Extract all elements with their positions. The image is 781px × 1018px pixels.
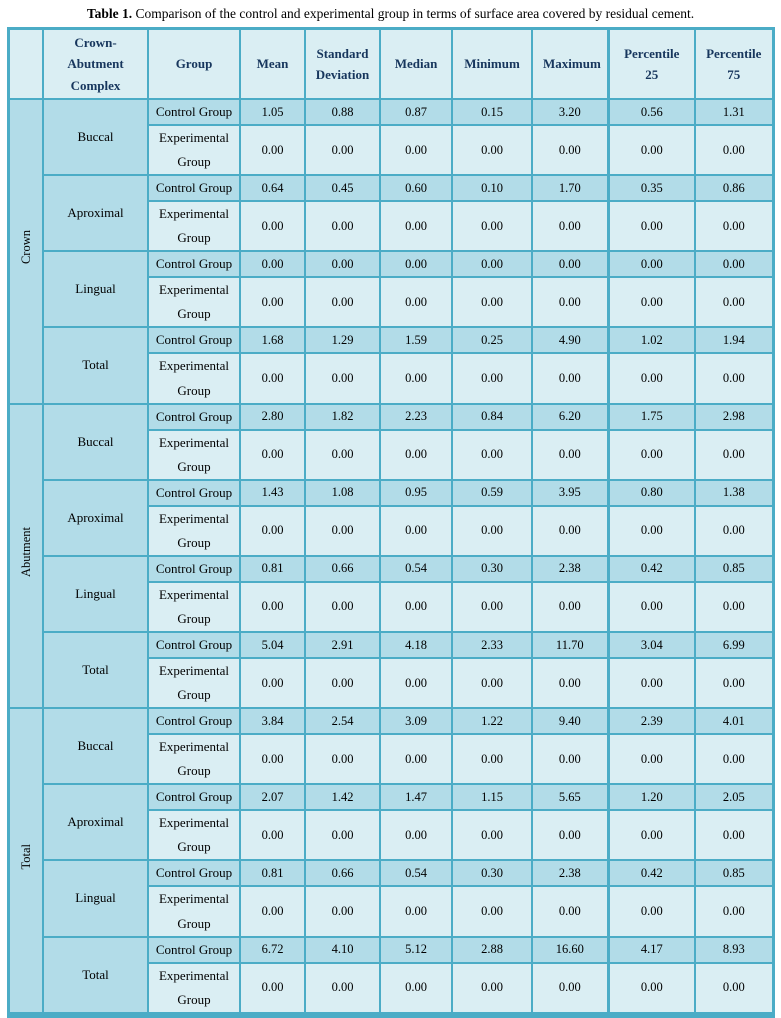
value-cell: 2.07 xyxy=(240,784,305,810)
value-cell: 0.00 xyxy=(452,582,532,632)
value-cell: 2.88 xyxy=(452,937,532,963)
value-cell: 0.86 xyxy=(695,175,773,201)
group-label: Control Group xyxy=(148,251,240,277)
value-cell: 0.00 xyxy=(305,734,380,784)
group-label: Control Group xyxy=(148,480,240,506)
section-vertical-label: Total xyxy=(18,843,33,870)
value-cell: 0.00 xyxy=(240,963,305,1015)
value-cell: 0.00 xyxy=(608,734,695,784)
value-cell: 0.00 xyxy=(608,658,695,708)
value-cell: 0.88 xyxy=(305,99,380,125)
value-cell: 0.00 xyxy=(452,251,532,277)
header-median: Median xyxy=(380,29,452,100)
value-cell: 0.00 xyxy=(240,734,305,784)
value-cell: 16.60 xyxy=(532,937,608,963)
value-cell: 0.00 xyxy=(240,201,305,251)
value-cell: 0.00 xyxy=(695,734,773,784)
region-label: Buccal xyxy=(43,708,148,784)
table-row xyxy=(8,708,773,734)
value-cell: 0.59 xyxy=(452,480,532,506)
value-cell: 2.38 xyxy=(532,860,608,886)
region-label: Lingual xyxy=(43,860,148,936)
value-cell: 1.22 xyxy=(452,708,532,734)
value-cell: 0.00 xyxy=(240,251,305,277)
value-cell: 0.00 xyxy=(240,886,305,936)
region-label: Buccal xyxy=(43,99,148,175)
value-cell: 0.81 xyxy=(240,556,305,582)
value-cell: 0.00 xyxy=(695,582,773,632)
group-label: Experimental Group xyxy=(148,353,240,403)
value-cell: 0.00 xyxy=(240,810,305,860)
value-cell: 0.60 xyxy=(380,175,452,201)
stats-table xyxy=(7,27,775,1018)
value-cell: 0.00 xyxy=(380,506,452,556)
value-cell: 0.00 xyxy=(380,963,452,1015)
value-cell: 0.00 xyxy=(608,506,695,556)
value-cell: 0.00 xyxy=(380,734,452,784)
table-row xyxy=(8,784,773,810)
value-cell: 0.54 xyxy=(380,860,452,886)
value-cell: 0.15 xyxy=(452,99,532,125)
value-cell: 0.00 xyxy=(532,658,608,708)
value-cell: 0.00 xyxy=(695,430,773,480)
value-cell: 0.00 xyxy=(608,251,695,277)
value-cell: 0.00 xyxy=(305,201,380,251)
value-cell: 0.00 xyxy=(695,810,773,860)
region-label: Total xyxy=(43,937,148,1015)
region-label: Lingual xyxy=(43,251,148,327)
group-label: Experimental Group xyxy=(148,506,240,556)
value-cell: 0.00 xyxy=(452,353,532,403)
value-cell: 0.00 xyxy=(695,353,773,403)
value-cell: 0.00 xyxy=(608,353,695,403)
value-cell: 0.00 xyxy=(380,125,452,175)
value-cell: 0.00 xyxy=(695,125,773,175)
value-cell: 0.85 xyxy=(695,556,773,582)
value-cell: 0.00 xyxy=(380,430,452,480)
value-cell: 0.00 xyxy=(380,658,452,708)
value-cell: 1.31 xyxy=(695,99,773,125)
value-cell: 0.00 xyxy=(380,810,452,860)
header-percentile-75: Percentile 75 xyxy=(695,29,773,100)
value-cell: 0.00 xyxy=(305,886,380,936)
value-cell: 0.00 xyxy=(608,886,695,936)
section-vertical-label: Crown xyxy=(18,230,33,265)
value-cell: 5.12 xyxy=(380,937,452,963)
value-cell: 0.00 xyxy=(532,430,608,480)
value-cell: 0.00 xyxy=(240,125,305,175)
value-cell: 2.23 xyxy=(380,404,452,430)
value-cell: 3.04 xyxy=(608,632,695,658)
value-cell: 2.54 xyxy=(305,708,380,734)
value-cell: 0.00 xyxy=(608,582,695,632)
value-cell: 8.93 xyxy=(695,937,773,963)
value-cell: 5.65 xyxy=(532,784,608,810)
value-cell: 1.75 xyxy=(608,404,695,430)
value-cell: 0.00 xyxy=(452,506,532,556)
value-cell: 0.56 xyxy=(608,99,695,125)
header-group: Group xyxy=(148,29,240,100)
value-cell: 6.99 xyxy=(695,632,773,658)
table-body xyxy=(8,99,773,1015)
value-cell: 5.04 xyxy=(240,632,305,658)
value-cell: 0.00 xyxy=(380,201,452,251)
value-cell: 9.40 xyxy=(532,708,608,734)
value-cell: 0.42 xyxy=(608,860,695,886)
value-cell: 0.66 xyxy=(305,556,380,582)
value-cell: 0.80 xyxy=(608,480,695,506)
value-cell: 1.70 xyxy=(532,175,608,201)
group-label: Experimental Group xyxy=(148,125,240,175)
value-cell: 1.38 xyxy=(695,480,773,506)
value-cell: 0.00 xyxy=(305,658,380,708)
header-mean: Mean xyxy=(240,29,305,100)
value-cell: 0.00 xyxy=(452,886,532,936)
group-label: Experimental Group xyxy=(148,810,240,860)
value-cell: 0.42 xyxy=(608,556,695,582)
section-cell-abutment xyxy=(8,404,43,709)
value-cell: 0.00 xyxy=(380,582,452,632)
group-label: Experimental Group xyxy=(148,201,240,251)
region-label: Aproximal xyxy=(43,175,148,251)
table-row xyxy=(8,937,773,963)
value-cell: 4.17 xyxy=(608,937,695,963)
section-vertical-label: Abutment xyxy=(18,526,33,577)
value-cell: 0.00 xyxy=(608,430,695,480)
value-cell: 0.00 xyxy=(532,125,608,175)
value-cell: 0.64 xyxy=(240,175,305,201)
header-minimum: Minimum xyxy=(452,29,532,100)
value-cell: 0.25 xyxy=(452,327,532,353)
value-cell: 3.95 xyxy=(532,480,608,506)
value-cell: 0.81 xyxy=(240,860,305,886)
value-cell: 1.42 xyxy=(305,784,380,810)
value-cell: 0.00 xyxy=(532,582,608,632)
value-cell: 11.70 xyxy=(532,632,608,658)
value-cell: 4.90 xyxy=(532,327,608,353)
table-header xyxy=(8,29,773,100)
group-label: Control Group xyxy=(148,632,240,658)
table-row xyxy=(8,99,773,125)
header-corner-cell xyxy=(8,29,43,100)
table-row xyxy=(8,251,773,277)
value-cell: 0.00 xyxy=(532,963,608,1015)
value-cell: 0.00 xyxy=(532,201,608,251)
value-cell: 0.66 xyxy=(305,860,380,886)
region-label: Buccal xyxy=(43,404,148,480)
value-cell: 0.87 xyxy=(380,99,452,125)
value-cell: 1.02 xyxy=(608,327,695,353)
value-cell: 0.00 xyxy=(452,963,532,1015)
value-cell: 0.00 xyxy=(452,125,532,175)
value-cell: 0.00 xyxy=(240,658,305,708)
region-label: Total xyxy=(43,632,148,708)
group-label: Experimental Group xyxy=(148,582,240,632)
group-label: Experimental Group xyxy=(148,277,240,327)
value-cell: 0.00 xyxy=(305,963,380,1015)
value-cell: 0.00 xyxy=(240,353,305,403)
value-cell: 0.00 xyxy=(695,658,773,708)
value-cell: 0.00 xyxy=(695,506,773,556)
value-cell: 0.00 xyxy=(452,734,532,784)
value-cell: 4.01 xyxy=(695,708,773,734)
value-cell: 0.85 xyxy=(695,860,773,886)
value-cell: 1.05 xyxy=(240,99,305,125)
table-caption-label: Table 1. xyxy=(86,6,133,21)
value-cell: 0.00 xyxy=(305,353,380,403)
value-cell: 0.00 xyxy=(305,125,380,175)
table-row xyxy=(8,860,773,886)
value-cell: 0.00 xyxy=(305,277,380,327)
value-cell: 0.00 xyxy=(452,430,532,480)
value-cell: 3.09 xyxy=(380,708,452,734)
value-cell: 0.00 xyxy=(532,886,608,936)
region-label: Total xyxy=(43,327,148,403)
header-crown-abutment-complex: Crown-Abutment Complex xyxy=(43,29,148,100)
value-cell: 0.35 xyxy=(608,175,695,201)
value-cell: 3.84 xyxy=(240,708,305,734)
value-cell: 0.00 xyxy=(380,886,452,936)
value-cell: 0.00 xyxy=(532,810,608,860)
value-cell: 1.82 xyxy=(305,404,380,430)
group-label: Control Group xyxy=(148,556,240,582)
table-row xyxy=(8,327,773,353)
value-cell: 0.84 xyxy=(452,404,532,430)
value-cell: 1.43 xyxy=(240,480,305,506)
table-caption-text: Comparison of the control and experimental group in terms of surface area covered by residual cement. xyxy=(132,6,695,21)
region-label: Lingual xyxy=(43,556,148,632)
value-cell: 1.68 xyxy=(240,327,305,353)
value-cell: 1.20 xyxy=(608,784,695,810)
value-cell: 0.00 xyxy=(380,251,452,277)
value-cell: 0.00 xyxy=(695,963,773,1015)
value-cell: 1.94 xyxy=(695,327,773,353)
value-cell: 0.00 xyxy=(608,277,695,327)
group-label: Control Group xyxy=(148,99,240,125)
value-cell: 1.08 xyxy=(305,480,380,506)
value-cell: 0.00 xyxy=(240,430,305,480)
value-cell: 2.91 xyxy=(305,632,380,658)
value-cell: 1.29 xyxy=(305,327,380,353)
value-cell: 2.39 xyxy=(608,708,695,734)
value-cell: 1.59 xyxy=(380,327,452,353)
header-row xyxy=(8,29,773,100)
value-cell: 1.47 xyxy=(380,784,452,810)
value-cell: 0.00 xyxy=(695,201,773,251)
value-cell: 0.00 xyxy=(532,353,608,403)
group-label: Control Group xyxy=(148,175,240,201)
header-standard-deviation: Standard Deviation xyxy=(305,29,380,100)
value-cell: 0.10 xyxy=(452,175,532,201)
region-label: Aproximal xyxy=(43,784,148,860)
table-row xyxy=(8,175,773,201)
section-cell-crown xyxy=(8,99,43,404)
value-cell: 0.00 xyxy=(608,810,695,860)
value-cell: 0.00 xyxy=(240,506,305,556)
value-cell: 0.00 xyxy=(532,251,608,277)
table-row xyxy=(8,404,773,430)
value-cell: 2.33 xyxy=(452,632,532,658)
value-cell: 6.72 xyxy=(240,937,305,963)
value-cell: 0.00 xyxy=(305,810,380,860)
group-label: Experimental Group xyxy=(148,886,240,936)
value-cell: 0.00 xyxy=(452,277,532,327)
group-label: Control Group xyxy=(148,327,240,353)
value-cell: 2.38 xyxy=(532,556,608,582)
group-label: Experimental Group xyxy=(148,430,240,480)
value-cell: 0.30 xyxy=(452,860,532,886)
value-cell: 0.00 xyxy=(695,886,773,936)
value-cell: 0.00 xyxy=(305,251,380,277)
value-cell: 0.00 xyxy=(380,353,452,403)
region-label: Aproximal xyxy=(43,480,148,556)
value-cell: 0.45 xyxy=(305,175,380,201)
value-cell: 0.00 xyxy=(305,582,380,632)
group-label: Control Group xyxy=(148,784,240,810)
value-cell: 0.00 xyxy=(695,277,773,327)
value-cell: 0.95 xyxy=(380,480,452,506)
value-cell: 0.00 xyxy=(608,963,695,1015)
value-cell: 4.18 xyxy=(380,632,452,658)
value-cell: 2.05 xyxy=(695,784,773,810)
value-cell: 6.20 xyxy=(532,404,608,430)
header-maximum: Maximum xyxy=(532,29,608,100)
value-cell: 0.00 xyxy=(532,277,608,327)
value-cell: 0.30 xyxy=(452,556,532,582)
group-label: Control Group xyxy=(148,708,240,734)
value-cell: 0.00 xyxy=(532,734,608,784)
value-cell: 4.10 xyxy=(305,937,380,963)
value-cell: 3.20 xyxy=(532,99,608,125)
table-caption xyxy=(0,0,781,27)
value-cell: 0.00 xyxy=(305,430,380,480)
table-row xyxy=(8,480,773,506)
group-label: Experimental Group xyxy=(148,963,240,1015)
value-cell: 0.00 xyxy=(240,277,305,327)
value-cell: 2.98 xyxy=(695,404,773,430)
value-cell: 0.00 xyxy=(452,810,532,860)
group-label: Control Group xyxy=(148,937,240,963)
value-cell: 0.00 xyxy=(695,251,773,277)
table-row xyxy=(8,556,773,582)
value-cell: 0.00 xyxy=(380,277,452,327)
value-cell: 0.00 xyxy=(452,658,532,708)
group-label: Experimental Group xyxy=(148,658,240,708)
value-cell: 2.80 xyxy=(240,404,305,430)
group-label: Control Group xyxy=(148,860,240,886)
value-cell: 0.00 xyxy=(532,506,608,556)
header-percentile-25: Percentile 25 xyxy=(608,29,695,100)
value-cell: 0.00 xyxy=(452,201,532,251)
value-cell: 0.00 xyxy=(240,582,305,632)
group-label: Experimental Group xyxy=(148,734,240,784)
value-cell: 0.00 xyxy=(608,201,695,251)
value-cell: 0.54 xyxy=(380,556,452,582)
group-label: Control Group xyxy=(148,404,240,430)
table-row xyxy=(8,632,773,658)
value-cell: 0.00 xyxy=(608,125,695,175)
section-cell-total xyxy=(8,708,43,1015)
value-cell: 0.00 xyxy=(305,506,380,556)
value-cell: 1.15 xyxy=(452,784,532,810)
